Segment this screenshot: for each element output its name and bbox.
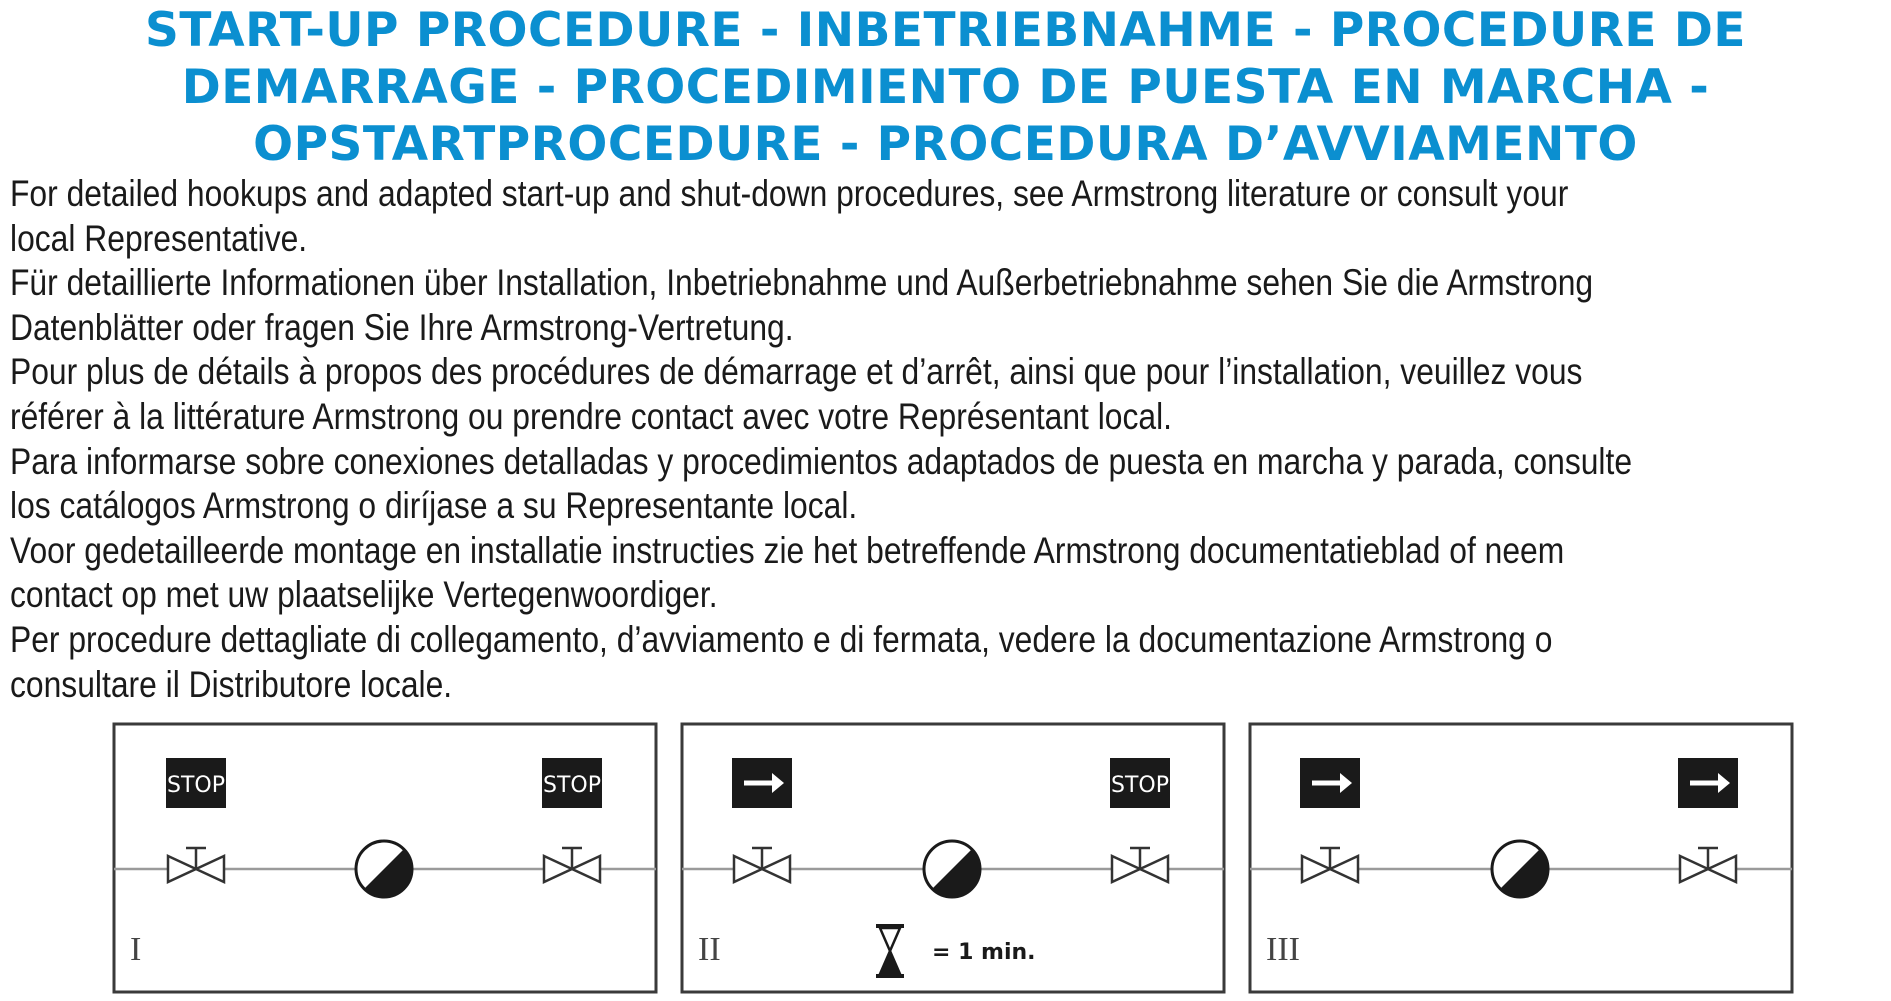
paragraph-line: los catálogos Armstrong o diríjase a su Representante local. — [10, 485, 858, 527]
open-arrow-sign-left — [1300, 758, 1360, 808]
stop-sign-right — [1110, 758, 1170, 808]
paragraph-line: Pour plus de détails à propos des procédures de démarrage et d’arrêt, ainsi que pour l’installation, veuillez vous — [10, 351, 1583, 393]
open-arrow-sign-left — [732, 758, 792, 808]
step-panel-1 — [112, 722, 658, 994]
svg-text:STOP: STOP — [543, 773, 601, 798]
paragraph-line: Para informarse sobre conexiones detalladas y procedimientos adaptados de puesta en marcha y parada, consulte — [10, 440, 1633, 482]
svg-text:STOP: STOP — [167, 773, 225, 798]
open-arrow-sign-right — [1678, 758, 1738, 808]
paragraph-line: local Representative. — [10, 217, 308, 259]
instructions-text — [10, 172, 1633, 707]
step-panel-3 — [1248, 722, 1794, 994]
paragraph-line: contact op met uw plaatselijke Vertegenwoordiger. — [10, 574, 718, 616]
paragraph-line: consultare il Distributore locale. — [10, 663, 453, 705]
paragraph-line: référer à la littérature Armstrong ou prendre contact avec votre Représentant local. — [10, 395, 1173, 437]
step-label: III — [1266, 931, 1300, 968]
step-label: I — [130, 931, 142, 968]
stop-sign-left — [166, 758, 226, 808]
svg-text:STOP: STOP — [1111, 773, 1169, 798]
paragraph-line: Datenblätter oder fragen Sie Ihre Armstrong-Vertretung. — [10, 306, 794, 348]
steam-trap-icon — [1492, 841, 1548, 897]
paragraph-line: Voor gedetailleerde montage en installatie instructies zie het betreffende Armstrong documentatieblad of neem — [10, 529, 1565, 571]
paragraph-line: Per procedure dettagliate di collegamento, d’avviamento e di fermata, vedere la documentazione Armstrong o — [10, 618, 1553, 660]
steam-trap-icon — [924, 841, 980, 897]
paragraph-line: Für detaillierte Informationen über Installation, Inbetriebnahme und Außerbetriebnahme sehen Sie die Armstrong — [10, 262, 1594, 304]
timer-text: = 1 min. — [932, 940, 1036, 965]
title-line-1: START-UP PROCEDURE - INBETRIEBNAHME - PROCEDURE DE — [145, 3, 1746, 58]
steam-trap-icon — [356, 841, 412, 897]
title-line-3: OPSTARTPROCEDURE - PROCEDURA D’AVVIAMENTO — [253, 117, 1638, 172]
stop-sign-right — [542, 758, 602, 808]
step-panel-2 — [680, 722, 1226, 994]
step-label: II — [698, 931, 721, 968]
title-line-2: DEMARRAGE - PROCEDIMIENTO DE PUESTA EN MARCHA - — [181, 60, 1710, 115]
page-title — [0, 2, 1891, 173]
paragraph-line: For detailed hookups and adapted start-up and shut-down procedures, see Armstrong literature or consult your — [10, 173, 1569, 214]
